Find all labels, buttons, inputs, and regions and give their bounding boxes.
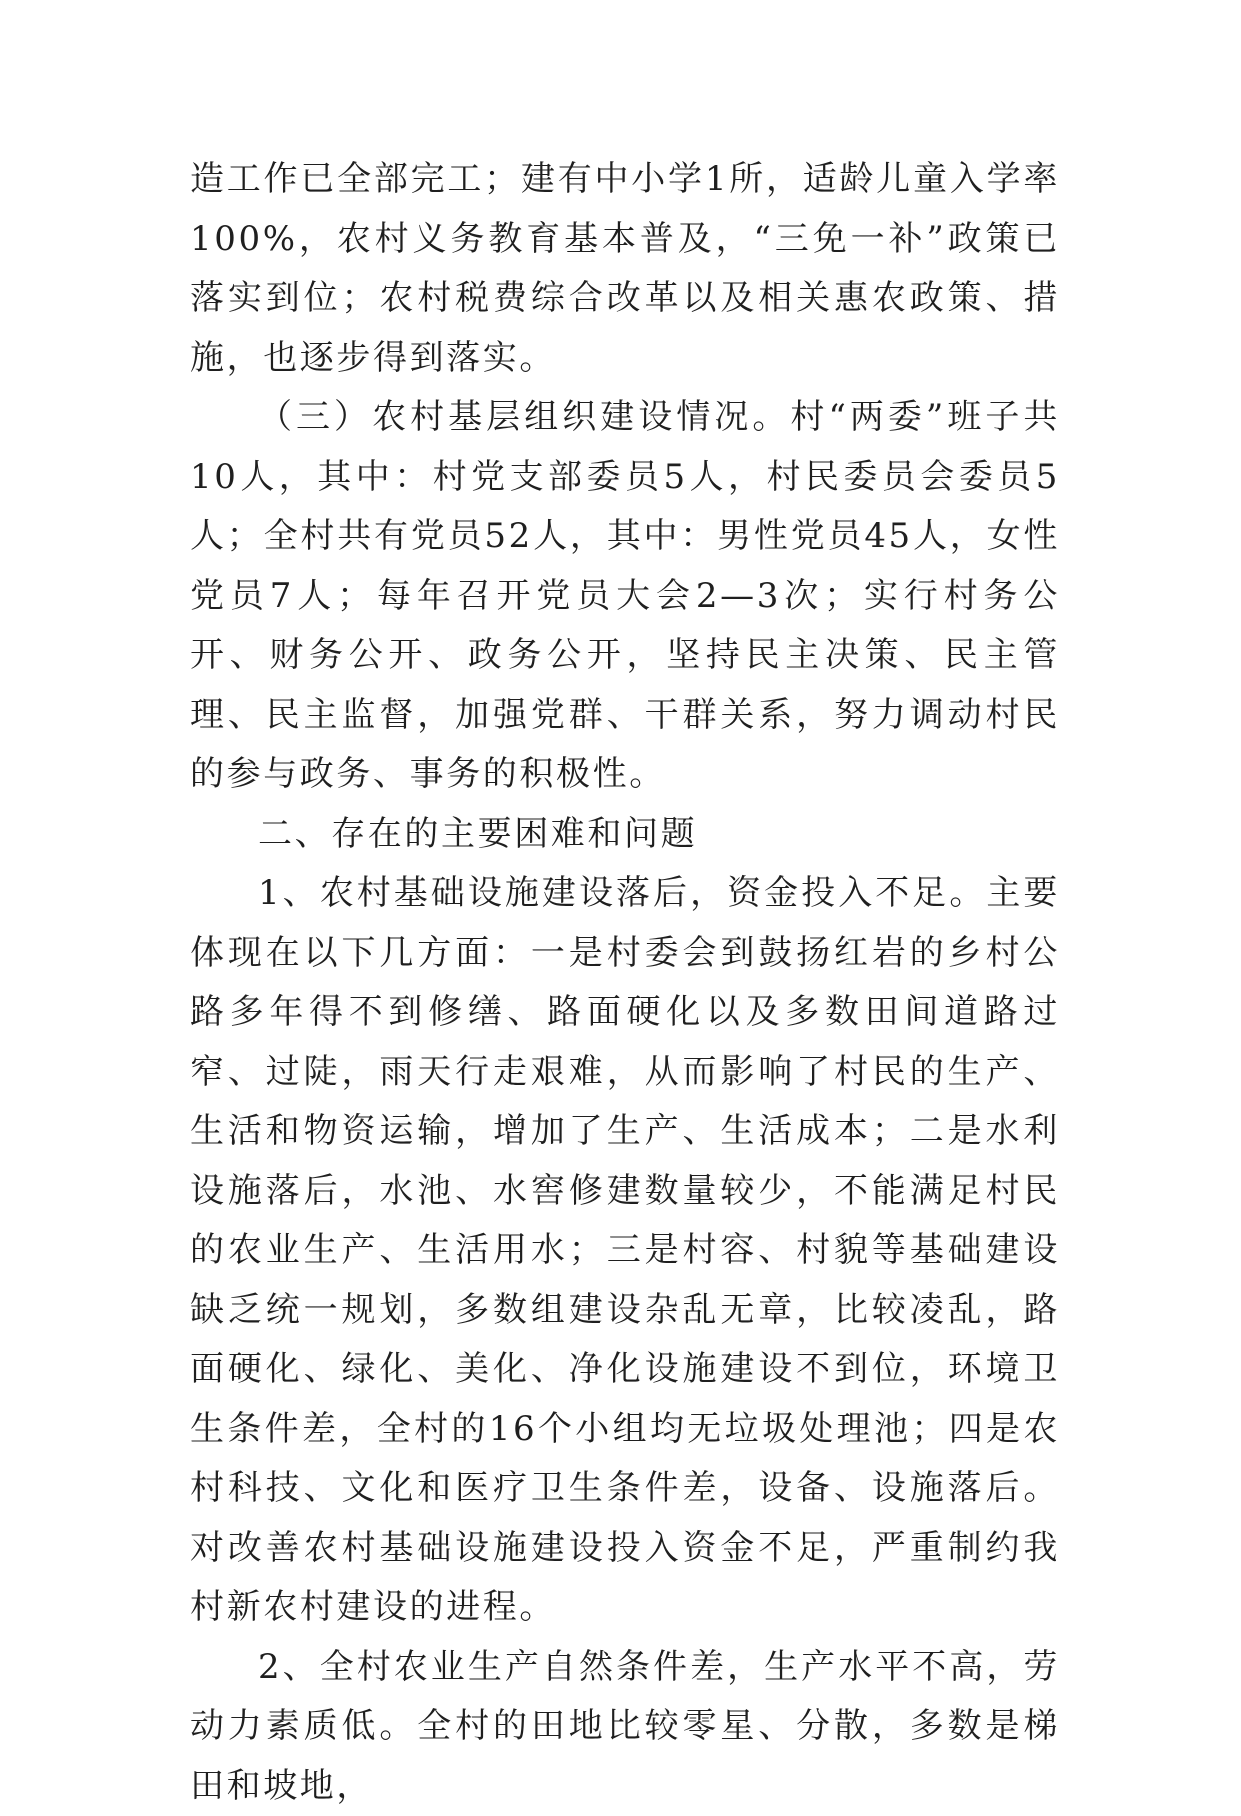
paragraph-grassroots-organization: （三）农村基层组织建设情况。村“两委”班子共10人，其中：村党支部委员5人，村民委员会委员5人；全村共有党员52人，其中：男性党员45人，女性党员7人；每年召开党员大会2—3次；实行村务公开、财务公开、政务公开，坚持民主决策、民主管理、民主监督，加强党群、干群关系，努力调动村民的参与政务、事务的积极性。 xyxy=(190,388,1060,805)
document-body xyxy=(190,150,1060,1816)
paragraph-continuation: 造工作已全部完工；建有中小学1所，适龄儿童入学率100%，农村义务教育基本普及，“三免一补”政策已落实到位；农村税费综合改革以及相关惠农政策、措施，也逐步得到落实。 xyxy=(190,150,1060,388)
paragraph-problem-agriculture: 2、全村农业生产自然条件差，生产水平不高，劳动力素质低。全村的田地比较零星、分散，多数是梯田和坡地， xyxy=(190,1638,1060,1816)
section-heading-problems: 二、存在的主要困难和问题 xyxy=(190,805,1060,865)
paragraph-problem-infrastructure: 1、农村基础设施建设落后，资金投入不足。主要体现在以下几方面：一是村委会到鼓扬红岩的乡村公路多年得不到修缮、路面硬化以及多数田间道路过窄、过陡，雨天行走艰难，从而影响了村民的生产、生活和物资运输，增加了生产、生活成本；二是水利设施落后，水池、水窖修建数量较少，不能满足村民的农业生产、生活用水；三是村容、村貌等基础建设缺乏统一规划，多数组建设杂乱无章，比较凌乱，路面硬化、绿化、美化、净化设施建设不到位，环境卫生条件差，全村的16个小组均无垃圾处理池；四是农村科技、文化和医疗卫生条件差，设备、设施落后。对改善农村基础设施建设投入资金不足，严重制约我村新农村建设的进程。 xyxy=(190,864,1060,1638)
